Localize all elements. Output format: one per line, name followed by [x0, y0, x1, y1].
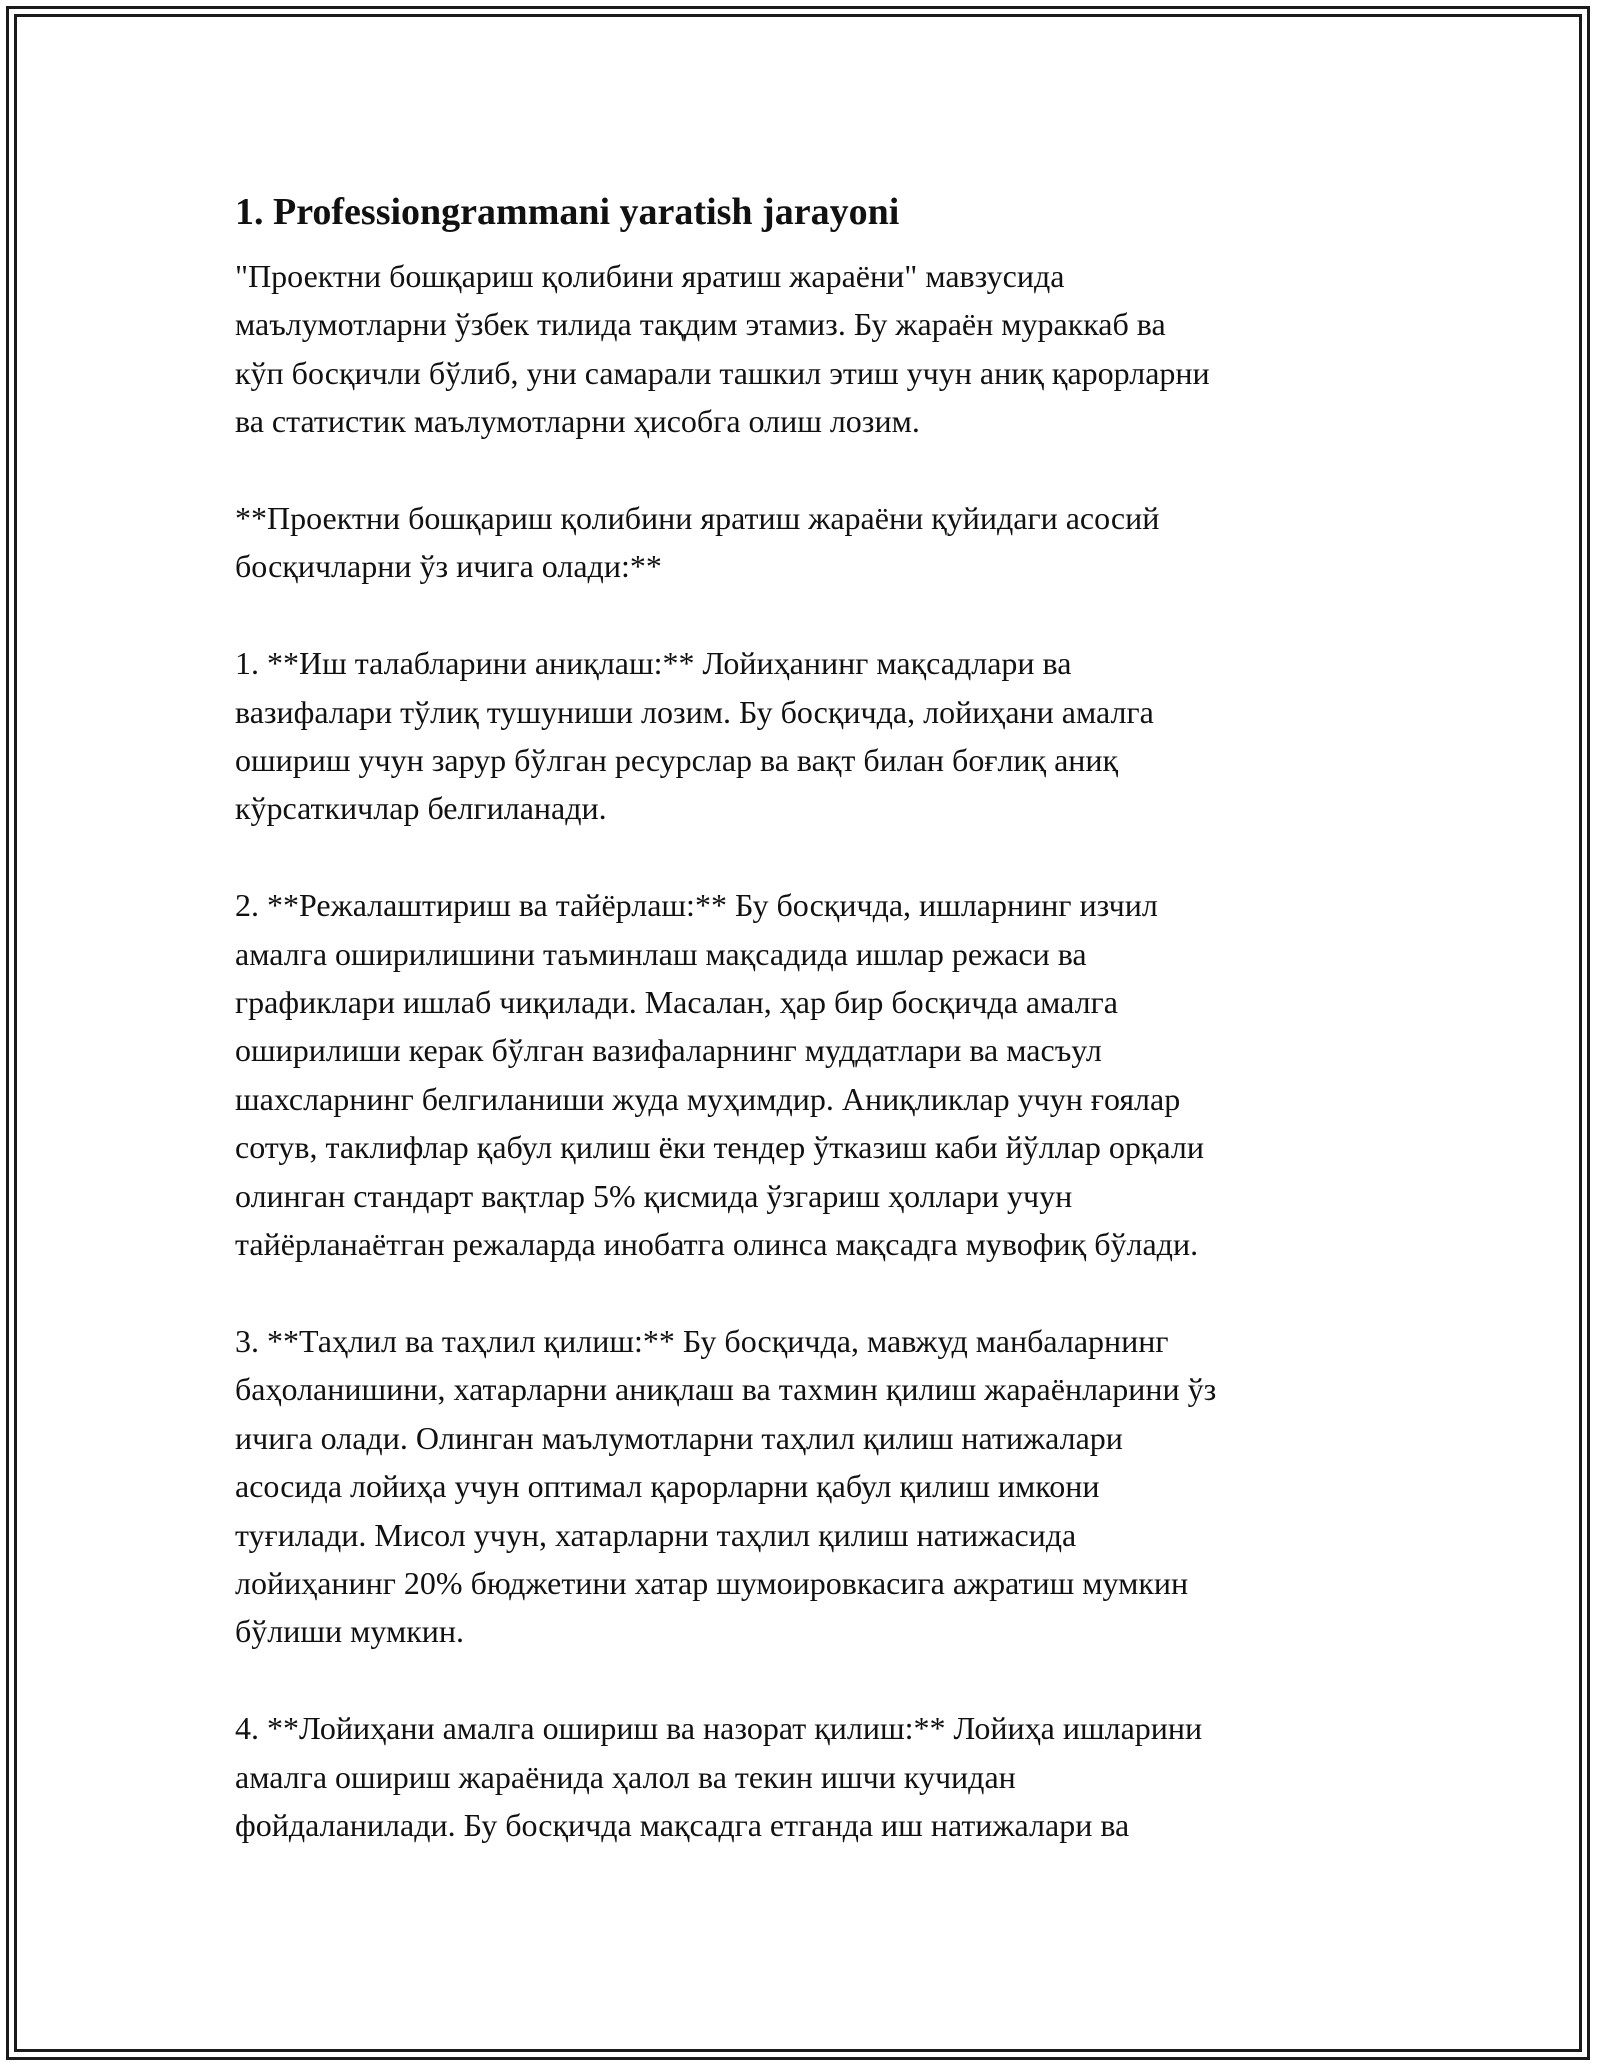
text-line: тайёрланаётган режаларда инобатга олинса мақсадга мувофиқ бўлади.: [235, 1226, 1199, 1263]
text-line: вазифалари тўлиқ тушуниши лозим. Бу босқичда, лойиҳани амалга: [235, 693, 1154, 730]
text-line: 3. **Таҳлил ва таҳлил қилиш:** Бу босқичда, мавжуд манбаларнинг: [235, 1322, 1169, 1359]
paragraph-gap: [235, 833, 1385, 881]
text-line: амалга ошириш жараёнида ҳалол ва текин ишчи кучидан: [235, 1758, 1016, 1795]
text-line: фойдаланилади. Бу босқичда мақсадга етганда иш натижалари ва: [235, 1806, 1130, 1843]
text-line: 4. **Лойиҳани амалга ошириш ва назорат қилиш:** Лойиҳа ишларини: [235, 1710, 1203, 1747]
paragraph-gap: [235, 1656, 1385, 1704]
text-line: маълумотларни ўзбек тилида тақдим этамиз. Бу жараён мураккаб ва: [235, 306, 1166, 343]
stage-3-paragraph: [235, 1317, 1385, 1656]
stage-2-paragraph: [235, 881, 1385, 1268]
text-line: лойиҳанинг 20% бюджетини хатар шумоировкасига ажратиш мумкин: [235, 1564, 1189, 1601]
text-line: **Проектни бошқариш қолибини яратиш жараёни қуйидаги асосий: [235, 500, 1160, 537]
text-line: 2. **Режалаштириш ва тайёрлаш:** Бу босқичда, ишларнинг изчил: [235, 887, 1158, 924]
text-line: туғилади. Мисол учун, хатарларни таҳлил қилиш натижасида: [235, 1516, 1077, 1553]
intro-paragraph: [235, 252, 1385, 446]
paragraph-gap: [235, 446, 1385, 494]
stages-intro-paragraph: [235, 494, 1385, 591]
paragraph-gap: [235, 591, 1385, 639]
text-line: ичига олади. Олинган маълумотларни таҳлил қилиш натижалари: [235, 1419, 1123, 1456]
stage-4-paragraph: [235, 1704, 1385, 1849]
paragraph-gap: [235, 1268, 1385, 1316]
text-line: бўлиши мумкин.: [235, 1613, 465, 1650]
text-line: шахсларнинг белгиланиши жуда муҳимдир. Аниқликлар учун ғоялар: [235, 1080, 1181, 1117]
text-line: кўрсаткичлар белгиланади.: [235, 790, 607, 827]
stage-1-paragraph: [235, 639, 1385, 833]
text-line: 1. **Иш талабларини аниқлаш:** Лойиҳанинг мақсадлари ва: [235, 645, 1072, 682]
text-line: олинган стандарт вақтлар 5% қисмида ўзгариш ҳоллари учун: [235, 1177, 1073, 1214]
text-line: графиклари ишлаб чиқилади. Масалан, ҳар бир босқичда амалга: [235, 984, 1118, 1021]
text-line: асосида лойиҳа учун оптимал қарорларни қабул қилиш имкони: [235, 1468, 1100, 1505]
text-line: босқичларни ўз ичига олади:**: [235, 548, 662, 585]
text-line: ошириш учун зарур бўлган ресурслар ва вақт билан боғлиқ аниқ: [235, 742, 1119, 779]
text-line: амалга оширилишини таъминлаш мақсадида ишлар режаси ва: [235, 935, 1087, 972]
document-body: [235, 186, 1385, 1849]
text-line: сотув, таклифлар қабул қилиш ёки тендер ўтказиш каби йўллар орқали: [235, 1129, 1204, 1166]
text-line: оширилиши керак бўлган вазифаларнинг муддатлари ва масъул: [235, 1032, 1102, 1069]
text-line: кўп босқичли бўлиб, уни самарали ташкил этиш учун аниқ қарорларни: [235, 354, 1210, 391]
text-line: ва статистик маълумотларни ҳисобга олиш лозим.: [235, 403, 920, 440]
text-line: "Проектни бошқариш қолибини яратиш жараёни" мавзусида: [235, 258, 1065, 294]
text-line: баҳоланишини, хатарларни аниқлаш ва тахмин қилиш жараёнларини ўз: [235, 1371, 1217, 1408]
section-heading: 1. Professiongrammani yaratish jarayoni: [235, 191, 900, 233]
